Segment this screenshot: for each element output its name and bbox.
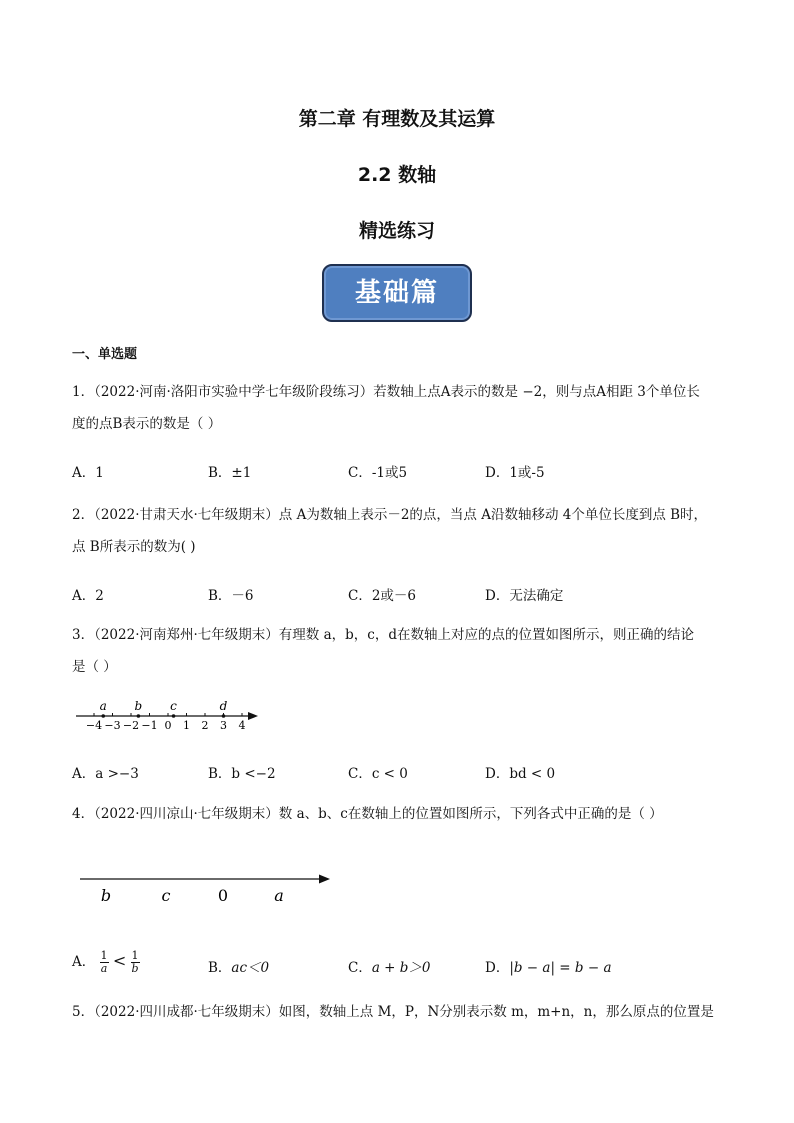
number-line-figure-q3 — [72, 696, 272, 738]
question-2-options — [72, 584, 722, 608]
option-b[interactable]: B．±1 — [208, 465, 252, 481]
section-title: 2.2 数轴 — [357, 164, 437, 186]
option-a[interactable]: A．2 — [72, 588, 104, 604]
question-2-line2: 点 B所表示的数为( ) — [72, 539, 196, 555]
axis-arrow — [248, 712, 258, 720]
subtitle: 精选练习 — [358, 220, 435, 242]
question-5 — [72, 996, 722, 1028]
question-1-line1: 1．（2022·河南·洛阳市实验中学七年级阶段练习）若数轴上点A表示的数是 −2，则与点A相距 3个单位长 — [72, 384, 700, 400]
option-d[interactable]: D．bd < 0 — [485, 766, 556, 782]
question-4-options — [72, 948, 722, 980]
section-label: 一、单选题 — [72, 347, 138, 362]
point-d — [222, 714, 226, 718]
question-3 — [72, 619, 722, 683]
question-3-options — [72, 762, 722, 786]
axis-tick-label: 0 — [164, 719, 172, 732]
axis-tick-label: −2 — [122, 719, 140, 732]
number-line-figure-q4 — [72, 862, 342, 912]
question-2 — [72, 499, 722, 563]
axis-tick-label: 3 — [220, 719, 227, 732]
option-d-expr: |b − a| = b − a — [509, 960, 612, 976]
question-4-line1: 4．（2022·四川凉山·七年级期末）数 a、b、c在数轴上的位置如图所示，下列各式中正确的是（ ） — [72, 806, 663, 822]
chapter-title: 第二章 有理数及其运算 — [298, 108, 496, 130]
option-c[interactable]: C．2或－6 — [348, 588, 417, 604]
question-4 — [72, 798, 722, 830]
axis-label-b: b — [100, 886, 112, 905]
point-label-d: d — [219, 699, 228, 713]
option-c[interactable]: C．-1或5 — [348, 465, 408, 481]
point-c — [172, 714, 176, 718]
level-badge: 基础篇 — [322, 264, 472, 322]
option-c[interactable]: C．c < 0 — [348, 766, 408, 782]
axis-label-c: c — [161, 886, 171, 905]
axis-tick-label: 4 — [238, 719, 246, 732]
question-5-line1: 5．（2022·四川成都·七年级期末）如图，数轴上点 M，P，N分别表示数 m，m+n，n，那么原点的位置是 — [72, 1004, 714, 1020]
fraction-1-over-a: $\frac{1}{a}$ — [100, 949, 108, 975]
axis-label-a: a — [274, 886, 284, 905]
option-c-expr: a + b＞0 — [371, 960, 431, 976]
question-3-line1: 3．（2022·河南郑州·七年级期末）有理数 a，b，c，d在数轴上对应的点的位置如图所示，则正确的结论 — [72, 627, 694, 643]
point-b — [137, 714, 141, 718]
option-b-expr: ac＜0 — [231, 960, 270, 976]
option-b[interactable]: B．－6 — [208, 588, 254, 604]
question-1-line2: 度的点B表示的数是（ ） — [72, 416, 222, 432]
option-c-prefix: C． — [348, 960, 372, 976]
axis-tick-label: −4 — [85, 719, 103, 732]
less-than-sign: < — [112, 951, 127, 970]
option-c[interactable] — [348, 956, 431, 976]
axis-label-zero: 0 — [217, 886, 229, 905]
option-a-prefix: A． — [72, 954, 96, 970]
option-d[interactable] — [485, 956, 612, 976]
point-a — [101, 714, 105, 718]
option-d[interactable]: D．无法确定 — [485, 588, 564, 604]
option-b[interactable] — [208, 956, 269, 976]
axis-tick-label: 1 — [183, 719, 190, 732]
option-a[interactable]: A．1 — [72, 465, 104, 481]
point-label-a: a — [99, 699, 107, 713]
question-1-options — [72, 461, 722, 485]
option-b-prefix: B． — [208, 960, 232, 976]
option-d[interactable]: D．1或-5 — [485, 465, 545, 481]
axis-tick-label: 2 — [201, 719, 209, 732]
question-2-line1: 2．（2022·甘肃天水·七年级期末）点 A为数轴上表示－2的点，当点 A沿数轴移动 4个单位长度到点 B时， — [72, 507, 708, 523]
option-a[interactable] — [72, 950, 140, 975]
axis-tick-label: −1 — [141, 719, 158, 732]
point-label-b: b — [134, 699, 143, 713]
axis-tick-label: −3 — [104, 719, 121, 732]
option-d-prefix: D． — [485, 960, 510, 976]
option-b[interactable]: B．b <−2 — [208, 766, 276, 782]
option-a[interactable]: A．a >−3 — [72, 766, 139, 782]
question-3-line2: 是（ ） — [72, 659, 117, 675]
axis-arrow — [319, 875, 330, 884]
fraction-1-over-b: $\frac{1}{b}$ — [131, 949, 139, 975]
point-label-c: c — [170, 699, 177, 713]
question-1 — [72, 376, 722, 440]
